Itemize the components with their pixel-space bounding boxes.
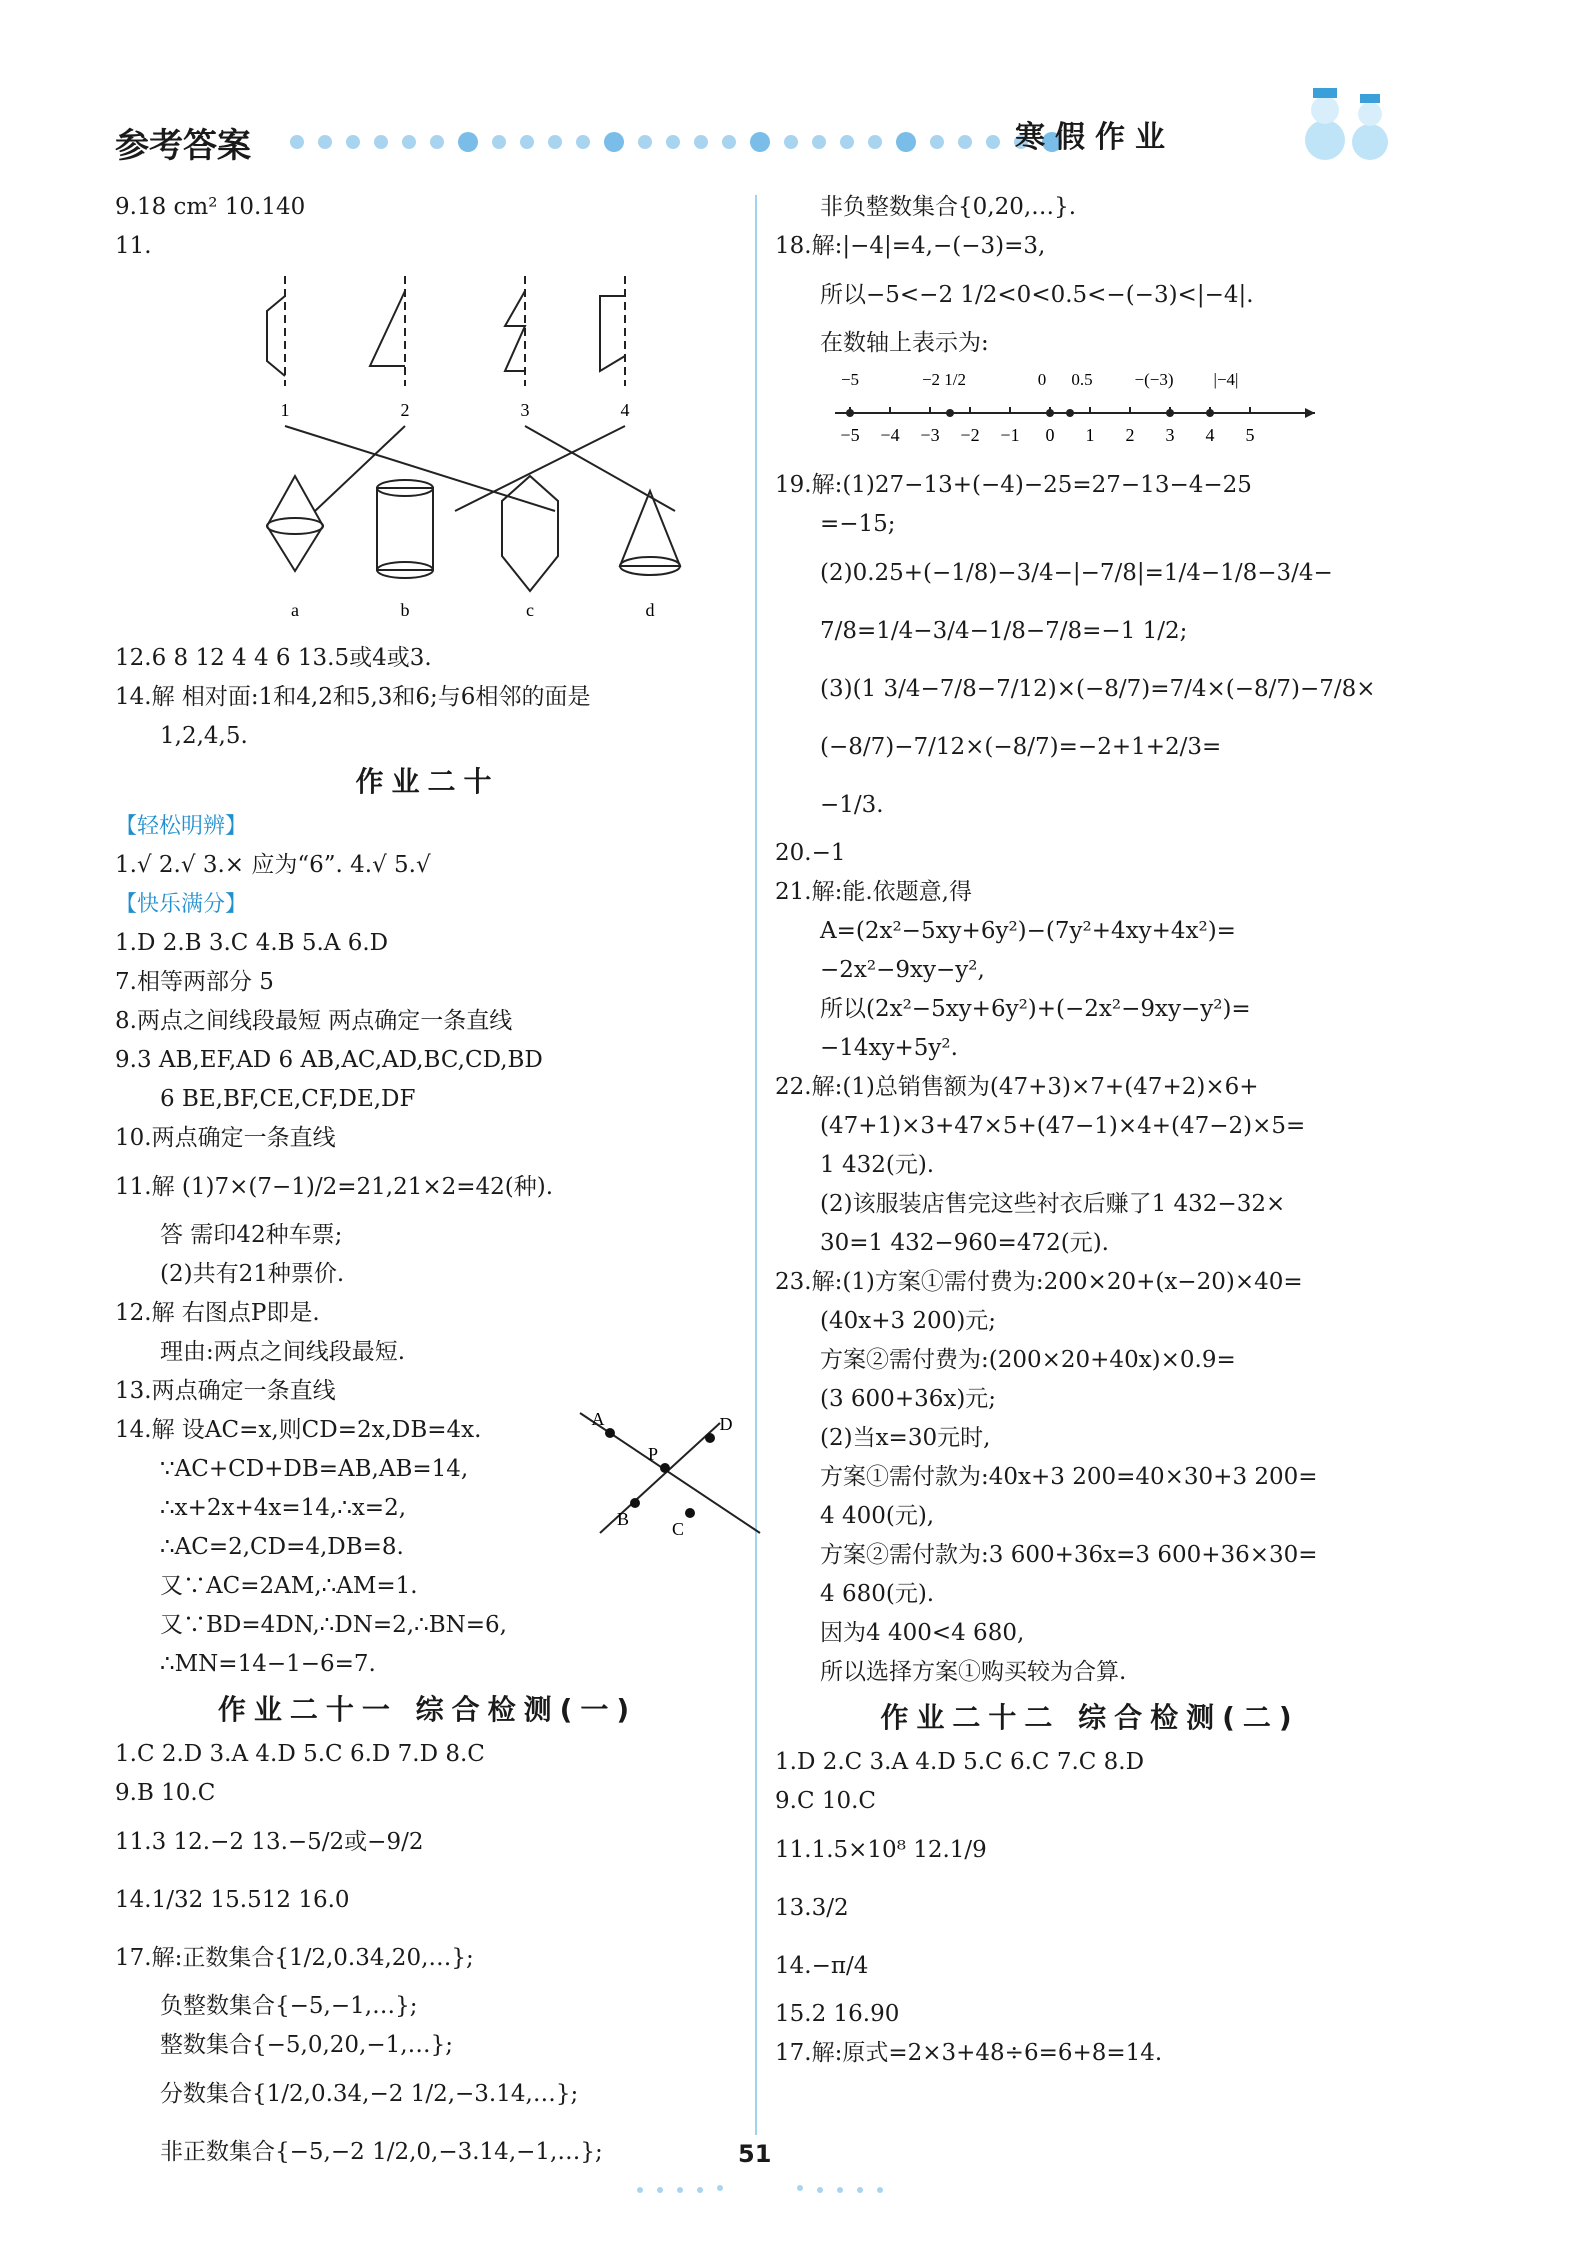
fig-label-2: 2 bbox=[400, 400, 410, 420]
tick-−5: −5 bbox=[840, 425, 860, 445]
answer-line: ∵AC+CD+DB=AB,AB=14, bbox=[160, 1456, 469, 1482]
tick-5: 5 bbox=[1245, 425, 1255, 445]
answer-line: 14.−π/4 bbox=[775, 1953, 869, 1979]
point-label: 0.5 bbox=[1071, 370, 1093, 389]
answer-line: 方案②需付费为:(200×20+40x)×0.9= bbox=[820, 1347, 1236, 1373]
numberline-container bbox=[775, 363, 1405, 466]
answer-line: (2)0.25+(−1/8)−3/4−|−7/8|=1/4−1/8−3/4− bbox=[820, 560, 1333, 586]
page-number: 51 bbox=[738, 2140, 772, 2168]
page-number-decoration bbox=[630, 2170, 890, 2200]
answer-line: 14.解 设AC=x,则CD=2x,DB=4x. bbox=[115, 1417, 482, 1443]
answer-line: 7.相等两部分 5 bbox=[115, 969, 274, 995]
tick-2: 2 bbox=[1125, 425, 1135, 445]
point bbox=[846, 409, 854, 417]
point bbox=[1166, 409, 1174, 417]
answer-line: 9.B 10.C bbox=[115, 1780, 216, 1806]
answer-line: (2)该服装店售完这些衬衣后赚了1 432−32× bbox=[820, 1191, 1286, 1217]
point-label: |−4| bbox=[1213, 370, 1239, 389]
answer-line: (3)(1 3/4−7/8−7/12)×(−8/7)=7/4×(−8/7)−7/8× bbox=[820, 676, 1376, 702]
answer-line: (−8/7)−7/12×(−8/7)=−2+1+2/3= bbox=[820, 734, 1222, 760]
point bbox=[1206, 409, 1214, 417]
answer-line: 7/8=1/4−3/4−1/8−7/8=−1 1/2; bbox=[820, 618, 1188, 644]
answer-line: 方案②需付款为:3 600+36x=3 600+36×30= bbox=[820, 1542, 1318, 1568]
answer-line: 14.1/32 15.512 16.0 bbox=[115, 1887, 350, 1913]
column-divider bbox=[755, 195, 757, 2135]
answer-line: 12.解 右图点P即是. bbox=[115, 1300, 320, 1326]
answer-line: ∴MN=14−1−6=7. bbox=[160, 1651, 376, 1677]
answer-line: 在数轴上表示为: bbox=[820, 330, 989, 356]
projection-figure bbox=[155, 266, 715, 626]
point bbox=[1066, 409, 1074, 417]
tick-1: 1 bbox=[1085, 425, 1095, 445]
answer-line: 11.1.5×10⁸ 12.1/9 bbox=[775, 1837, 987, 1863]
tick-4: 4 bbox=[1205, 425, 1215, 445]
answer-line: 17.解:原式=2×3+48÷6=6+8=14. bbox=[775, 2040, 1163, 2066]
answer-line: 11. bbox=[115, 233, 152, 259]
section-title: 作业二十 bbox=[355, 765, 500, 798]
answer-line: 1.D 2.B 3.C 4.B 5.A 6.D bbox=[115, 930, 389, 956]
fig-label-b: b bbox=[400, 600, 410, 620]
answer-line: 整数集合{−5,0,20,−1,…}; bbox=[160, 2032, 453, 2058]
point bbox=[1046, 409, 1054, 417]
tick-0: 0 bbox=[1045, 425, 1055, 445]
answer-line: 22.解:(1)总销售额为(47+3)×7+(47+2)×6+ bbox=[775, 1074, 1259, 1100]
answer-line: 因为4 400<4 680, bbox=[820, 1620, 1025, 1646]
answer-line: (47+1)×3+47×5+(47−1)×4+(47−2)×5= bbox=[820, 1113, 1306, 1139]
answer-line: 方案①需付款为:40x+3 200=40×30+3 200= bbox=[820, 1464, 1318, 1490]
fig-label-c: c bbox=[526, 600, 534, 620]
answer-line: 又∵AC=2AM,∴AM=1. bbox=[160, 1573, 418, 1599]
answer-line: 6 BE,BF,CE,CF,DE,DF bbox=[160, 1086, 416, 1112]
answer-line: −2x²−9xy−y², bbox=[820, 957, 985, 983]
point-label: −5 bbox=[840, 370, 860, 389]
points-figure bbox=[570, 1403, 770, 1543]
answer-line: 1.D 2.C 3.A 4.D 5.C 6.C 7.C 8.D bbox=[775, 1749, 1145, 1775]
answer-line: 21.解:能.依题意,得 bbox=[775, 879, 972, 905]
right-column bbox=[775, 188, 1405, 2073]
answer-line: 负整数集合{−5,−1,…}; bbox=[160, 1993, 418, 2019]
answer-line: 非负整数集合{0,20,…}. bbox=[820, 194, 1077, 220]
answer-line: 10.两点确定一条直线 bbox=[115, 1125, 336, 1151]
answer-line: 所以−5<−2 1/2<0<0.5<−(−3)<|−4|. bbox=[820, 282, 1254, 308]
answer-line: 非正数集合{−5,−2 1/2,0,−3.14,−1,…}; bbox=[160, 2139, 603, 2165]
answer-line: 13.两点确定一条直线 bbox=[115, 1378, 336, 1404]
answer-line: 又∵BD=4DN,∴DN=2,∴BN=6, bbox=[160, 1612, 507, 1638]
answer-line: 14.解 相对面:1和4,2和5,3和6;与6相邻的面是 bbox=[115, 684, 591, 710]
answer-line: 17.解:正数集合{1/2,0.34,20,…}; bbox=[115, 1945, 474, 1971]
answer-line: 9.3 AB,EF,AD 6 AB,AC,AD,BC,CD,BD bbox=[115, 1047, 543, 1073]
answer-line: 4 400(元), bbox=[820, 1503, 935, 1529]
answer-line: 12.6 8 12 4 4 6 13.5或4或3. bbox=[115, 645, 432, 671]
left-column bbox=[115, 188, 740, 2181]
answer-line: (40x+3 200)元; bbox=[820, 1308, 997, 1334]
answer-line: 1.√ 2.√ 3.× 应为“6”. 4.√ 5.√ bbox=[115, 852, 431, 878]
point-C: C bbox=[671, 1519, 685, 1539]
section-tag: 【快乐满分】 bbox=[115, 892, 248, 917]
answer-line: 9.C 10.C bbox=[775, 1788, 877, 1814]
answer-line: 15.2 16.90 bbox=[775, 2001, 900, 2027]
number-line-figure bbox=[825, 363, 1325, 453]
answer-line: −1/3. bbox=[820, 792, 884, 818]
answer-line: 18.解:|−4|=4,−(−3)=3, bbox=[775, 233, 1046, 259]
tick-−1: −1 bbox=[1000, 425, 1020, 445]
tick-3: 3 bbox=[1165, 425, 1175, 445]
fig-label-4: 4 bbox=[620, 400, 630, 420]
point-label: 0 bbox=[1037, 370, 1047, 389]
fig-label-3: 3 bbox=[520, 400, 530, 420]
answer-line: 11.解 (1)7×(7−1)/2=21,21×2=42(种). bbox=[115, 1174, 554, 1200]
answer-line: 分数集合{1/2,0.34,−2 1/2,−3.14,…}; bbox=[160, 2081, 579, 2107]
fig-label-d: d bbox=[645, 600, 655, 620]
answer-line: A=(2x²−5xy+6y²)−(7y²+4xy+4x²)= bbox=[820, 918, 1236, 944]
answer-line: 4 680(元). bbox=[820, 1581, 935, 1607]
answer-line: 20.−1 bbox=[775, 840, 846, 866]
answer-line: 19.解:(1)27−13+(−4)−25=27−13−4−25 bbox=[775, 472, 1252, 498]
answer-line: (2)共有21种票价. bbox=[160, 1261, 345, 1287]
answer-line: 理由:两点之间线段最短. bbox=[160, 1339, 406, 1365]
section-title: 作业二十一 综合检测(一) bbox=[217, 1693, 638, 1726]
fig-label-a: a bbox=[291, 600, 299, 620]
point-B: B bbox=[616, 1509, 630, 1529]
answer-line: ∴x+2x+4x=14,∴x=2, bbox=[160, 1495, 407, 1521]
answer-line: −14xy+5y². bbox=[820, 1035, 958, 1061]
answer-line: 23.解:(1)方案①需付费为:200×20+(x−20)×40= bbox=[775, 1269, 1303, 1295]
answer-line: 所以(2x²−5xy+6y²)+(−2x²−9xy−y²)= bbox=[820, 996, 1251, 1022]
answer-line: 9.18 cm² 10.140 bbox=[115, 194, 306, 220]
projection-container bbox=[115, 266, 740, 639]
answer-line: 1 432(元). bbox=[820, 1152, 935, 1178]
answer-line: 答 需印42种车票; bbox=[160, 1222, 343, 1248]
tick-−2: −2 bbox=[960, 425, 980, 445]
answer-line: ∴AC=2,CD=4,DB=8. bbox=[160, 1534, 404, 1560]
answer-line: 13.3/2 bbox=[775, 1895, 849, 1921]
point-D: D bbox=[719, 1414, 733, 1434]
answer-line: 1.C 2.D 3.A 4.D 5.C 6.D 7.D 8.C bbox=[115, 1741, 485, 1767]
point bbox=[946, 409, 954, 417]
header-title: 参考答案 bbox=[115, 126, 251, 166]
answer-line: 所以选择方案①购买较为合算. bbox=[820, 1659, 1127, 1685]
section-tag: 【轻松明辨】 bbox=[115, 814, 248, 839]
section-title: 作业二十二 综合检测(二) bbox=[880, 1701, 1300, 1734]
tick-−4: −4 bbox=[880, 425, 900, 445]
header-brand: 寒假作业 bbox=[1015, 120, 1175, 155]
tick-−3: −3 bbox=[920, 425, 940, 445]
header-dots bbox=[290, 132, 1062, 152]
answer-line: =−15; bbox=[820, 511, 896, 537]
point-label: −(−3) bbox=[1134, 370, 1174, 389]
answer-line: 1,2,4,5. bbox=[160, 723, 248, 749]
answer-line: 11.3 12.−2 13.−5/2或−9/2 bbox=[115, 1829, 424, 1855]
snowman-icon bbox=[1265, 80, 1415, 170]
answer-line: 8.两点之间线段最短 两点确定一条直线 bbox=[115, 1008, 513, 1034]
answer-line: 30=1 432−960=472(元). bbox=[820, 1230, 1109, 1256]
point-P: P bbox=[647, 1444, 659, 1464]
answer-line: (3 600+36x)元; bbox=[820, 1386, 997, 1412]
point-A: A bbox=[591, 1409, 605, 1429]
answer-line: (2)当x=30元时, bbox=[820, 1425, 991, 1451]
point-label: −2 1/2 bbox=[921, 370, 967, 389]
fig-label-1: 1 bbox=[280, 400, 290, 420]
